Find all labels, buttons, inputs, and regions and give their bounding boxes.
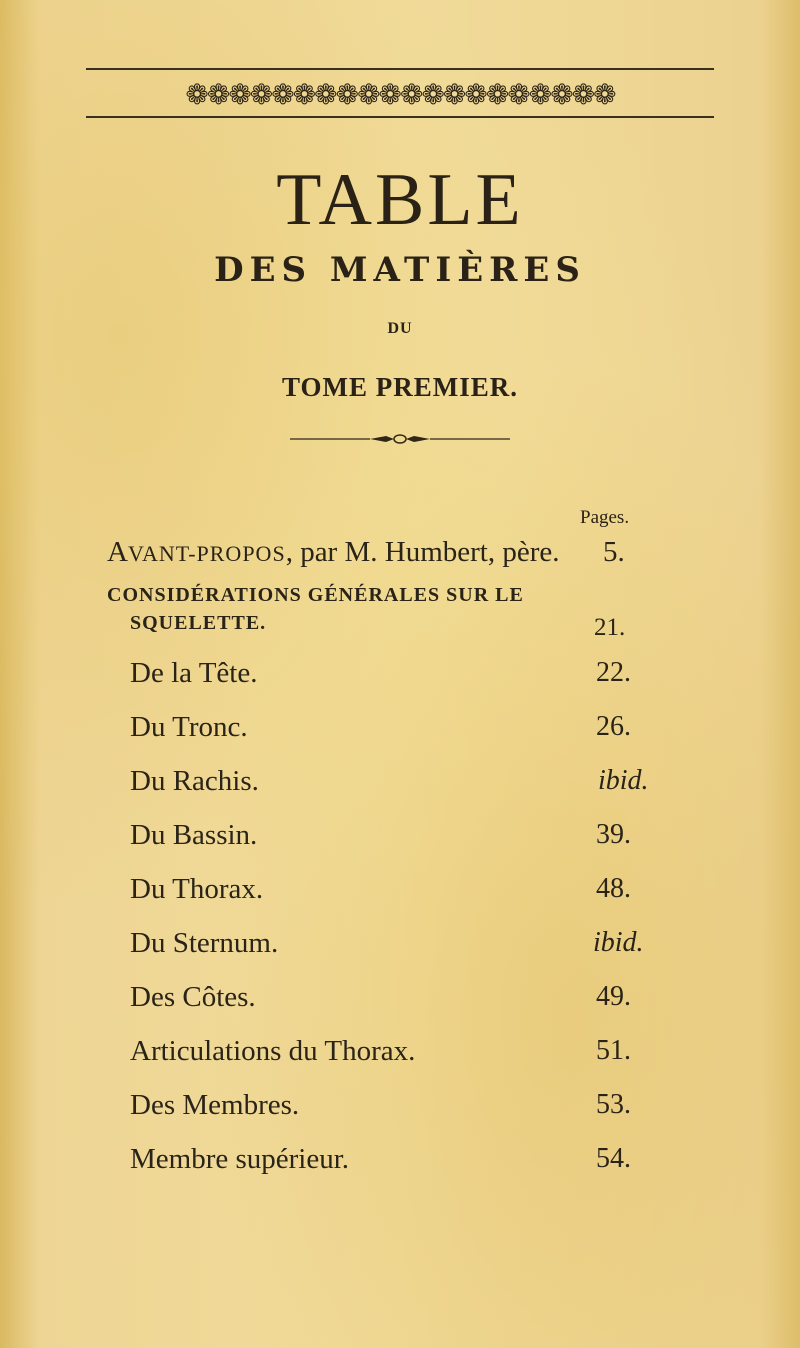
toc-entry-page: ibid. (598, 765, 649, 796)
toc-entry-label: De la Tête. (130, 657, 258, 689)
toc-entry-label: Du Thorax. (130, 873, 264, 905)
bottom-rule (86, 116, 714, 118)
toc-entry-page: 5. (603, 536, 625, 568)
header-ornament-band (80, 68, 720, 120)
toc-entry-page: 22. (596, 657, 631, 688)
flower-ornament-icon: ❁❁❁❁❁❁❁❁❁❁❁❁❁❁❁❁❁❁❁❁ (185, 78, 615, 111)
du-label: DU (387, 320, 413, 337)
toc-entry-page: ibid. (593, 927, 644, 958)
toc-entry-page: 21. (594, 614, 626, 641)
toc-entry-label: Du Rachis. (130, 765, 259, 797)
page-title: TABLE (276, 159, 524, 241)
toc-entry-page: 39. (596, 819, 631, 850)
toc-entry-page: 49. (596, 981, 631, 1012)
toc-entry-page: 48. (596, 873, 631, 904)
toc-entry-page: 51. (596, 1035, 631, 1066)
toc-entry-page: 53. (596, 1089, 631, 1120)
toc-entry-label: Articulations du Thorax. (130, 1035, 416, 1067)
toc-entry-label: Des Côtes. (130, 981, 256, 1013)
toc-entry-label: Du Tronc. (130, 711, 248, 743)
toc-entry-label: CONSIDÉRATIONS GÉNÉRALES SUR LE (107, 584, 524, 606)
page-subtitle: DES MATIÈRES (214, 250, 586, 290)
pages-column-heading: Pages. (580, 507, 630, 528)
toc-entry-label: Du Sternum. (130, 927, 279, 959)
divider-ornament-icon (290, 433, 510, 445)
toc-entry-label: Du Bassin. (130, 819, 258, 851)
toc-entry-page: 26. (596, 711, 631, 742)
toc-entry-label: Des Membres. (130, 1089, 300, 1121)
toc-entry-label: Membre supérieur. (130, 1143, 350, 1175)
toc-entry-page: 54. (596, 1143, 631, 1174)
top-rule (86, 68, 714, 70)
toc-entry-label: AVANT-PROPOS, par M. Humbert, père. (107, 536, 560, 568)
toc-entry-label-continuation: SQUELETTE. (130, 612, 267, 634)
tome-heading: TOME PREMIER. (281, 372, 518, 402)
